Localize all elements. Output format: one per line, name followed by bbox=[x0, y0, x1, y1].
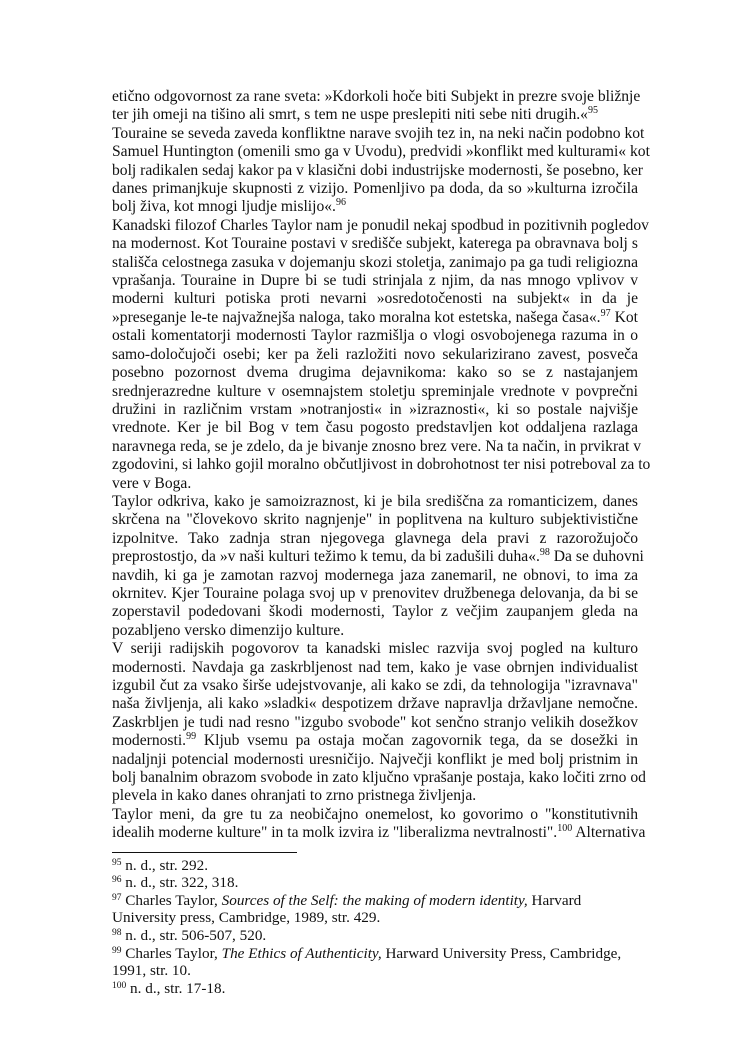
text-line: vprašanja. Touraine in Dupre bi se tudi strinjala z njim, da nas mnogo vplivov v bbox=[112, 272, 638, 290]
footnote-number: 100 bbox=[112, 980, 127, 991]
paragraph bbox=[112, 124, 650, 217]
footnote-99: $^{99}$ Charles Taylor, The Ethics of Authenticity, Harward University Press, Cambridge, 1991, str. 10. bbox=[112, 944, 622, 980]
text-line: srednjerazredne kulture v osemnajstem stoletju spreminjale vrednote v povprečni bbox=[112, 382, 638, 400]
footnote-95: $^{95}$ n. d., str. 292. bbox=[112, 856, 208, 874]
text-line: vrednote. Ker je bil Bog v tem času pogosto predstavljen kot oddaljena razlaga bbox=[112, 419, 638, 437]
text-line: družini in različnim vrstam »notranjosti« in »izraznosti«, ki so postale najvišje bbox=[112, 400, 638, 418]
footnote-97: $^{97}$ Charles Taylor, Sources of the Self: the making of modern identity, Harvard University press, Cambridge, 1989, str. 429. bbox=[112, 891, 582, 927]
footnote-number: 95 bbox=[112, 857, 122, 868]
text-line: bolj živa, kot mnogi ljudje mislijo«.$^{96}$ bbox=[112, 197, 346, 216]
text-line: ter jih omeji na tišino ali smrt, s tem ne uspe preslepiti niti sebe niti drugih.«$^{95}$ bbox=[112, 105, 598, 124]
text-line: zoperstavil podedovani škodi modernosti, Taylor z večjim zaupanjem gleda na bbox=[112, 603, 638, 621]
text-line: vere v Boga. bbox=[112, 474, 192, 492]
text-line: »preseganje le-te najvažnejša naloga, tako moralna kot estetska, našega časa«.$^{97}$ Kot bbox=[112, 307, 638, 326]
text-line: etično odgovornost za rane sveta: »Kdorkoli hoče biti Subjekt in prezre svoje bližnje bbox=[112, 88, 641, 105]
text-line: samo-določujoči osebi; ker pa želi razložiti novo sekularizirano zavest, posveča bbox=[112, 345, 638, 363]
text-line: zgodovini, si lahko gojil moralno občutljivost in dobrohotnost ter nisi potreboval za to bbox=[112, 456, 651, 474]
paragraph bbox=[112, 88, 641, 125]
book-title: The Ethics of Authenticity, bbox=[221, 944, 382, 962]
text-line: na modernost. Kot Touraine postavi v središče subjekt, katerega pa obravnava bolj s bbox=[112, 235, 638, 253]
text-line: danes primanjkuje skupnosti z vizijo. Pomenljivo pa doda, da so »kulturna izročila bbox=[112, 180, 638, 198]
body-text bbox=[112, 88, 651, 843]
text-line: izpolnitve. Tako zadnja stran njegovega glavnega dela pravi z razorožujočo bbox=[112, 529, 638, 547]
footnote-100: $^{100}$ n. d., str. 17-18. bbox=[112, 979, 226, 997]
text-line: Taylor meni, da gre tu za neobičajno onemelost, ko govorimo o "konstitutivnih bbox=[112, 805, 638, 823]
text-line: preprostostjo, da »v naši kulturi težimo k temu, da bi zadušili duha«.$^{98}$ Da se duhovni bbox=[112, 547, 644, 566]
text-line: Taylor odkriva, kako je samoizraznost, ki je bila središčna za romanticizem, danes bbox=[112, 492, 638, 510]
footnote-number: 98 bbox=[112, 928, 122, 939]
paragraph bbox=[112, 216, 651, 493]
text-line: stališča celostnega zasuka v dojemanju skozi stoletja, zanimajo pa ga tudi religiozna bbox=[112, 253, 638, 271]
text-line: pozabljeno versko dimenzijo kulture. bbox=[112, 621, 345, 639]
text-line: plevela in kako danes ohranjati to zrno pristnega življenja. bbox=[112, 787, 477, 805]
text-line: Touraine se seveda zaveda konfliktne narave svojih tez in, na neki način podobno kot bbox=[112, 124, 645, 142]
footnote-reference[interactable]: 95 bbox=[587, 105, 598, 117]
text-line: Kanadski filozof Charles Taylor nam je ponudil nekaj spodbud in pozitivnih pogledov bbox=[112, 216, 649, 234]
text-line: modernosti. Navdaja ga zaskrbljenost nad tem, kako je vase obrnjen individualist bbox=[112, 658, 638, 676]
paragraph bbox=[112, 492, 644, 640]
text-line: skrčena na "človekovo skrito nagnjenje" in poplitvena na kulturo subjektivistične bbox=[112, 511, 638, 529]
text-line: okrnitev. Kjer Touraine polaga svoj up v prenovitev družbenega delovanja, da bi se bbox=[112, 584, 638, 602]
footnote-separator bbox=[112, 852, 297, 853]
text-line: V seriji radijskih pogovorov ta kanadski mislec razvija svoj pogled na kulturo bbox=[112, 640, 638, 658]
text-line: navdih, ki ga je zamotan razvoj modernega jaza zanemaril, ne obnovi, to ima za bbox=[112, 566, 638, 584]
footnotes bbox=[112, 857, 638, 998]
footnote-number: 96 bbox=[112, 875, 122, 886]
text-line: naša življenja, ali kako »sladki« despotizem države napravlja državljane nemočne. bbox=[112, 695, 638, 713]
document-page bbox=[112, 88, 651, 997]
footnote-96: $^{96}$ n. d., str. 322, 318. bbox=[112, 874, 239, 892]
footnote-reference[interactable]: 96 bbox=[335, 197, 346, 209]
footnote-reference[interactable]: 97 bbox=[600, 307, 611, 319]
text-line: nadaljnji potencial modernosti uresničijo. Največji konflikt je med bolj pristnim in bbox=[112, 750, 638, 768]
paragraph bbox=[112, 805, 646, 843]
footnote-reference[interactable]: 100 bbox=[557, 823, 573, 835]
paragraph bbox=[112, 640, 646, 806]
text-line: Samuel Huntington (omenili smo ga v Uvodu), predvidi »konflikt med kulturami« kot bbox=[112, 143, 650, 161]
footnote-number: 97 bbox=[112, 892, 122, 903]
footnote-98: $^{98}$ n. d., str. 506-507, 520. bbox=[112, 927, 267, 945]
footnote-number: 99 bbox=[112, 945, 122, 956]
text-line: ostali komentatorji modernosti Taylor razmišlja o vlogi osvobojenega razuma in o bbox=[112, 327, 638, 345]
text-line: bolj radikalen sedaj kakor pa v klasični dobi industrijske modernosti, še posebno, ker bbox=[112, 161, 643, 179]
text-line: idealih moderne kulture" in ta molk izvira iz "liberalizma nevtralnosti".$^{100}$ Alternativa bbox=[112, 823, 646, 842]
text-line: moderni kulturi potiska proti nevarni »osredotočenosti na subjekt« in da je bbox=[112, 290, 638, 308]
text-line: posebno pozornost dvema drugima dejavnikoma: kako so se z nastajanjem bbox=[112, 364, 638, 382]
book-title: Sources of the Self: the making of modern identity, bbox=[221, 891, 528, 909]
text-line: Zaskrbljen je tudi nad resno "izgubo svobode" kot senčno stranjo velikih dosežkov bbox=[112, 713, 638, 731]
text-line: izgubil čut za vsako širše udejstvovanje, ali kako se zdi, da tehnologija "izravnava" bbox=[112, 677, 638, 694]
text-line: bolj banalnim obrazom svobode in zato ključno vprašanje postaja, kako ločiti zrno od bbox=[112, 769, 646, 787]
text-line: modernosti.$^{99}$ Kljub vsemu pa ostaja močan zagovornik tega, da se dosežki in bbox=[112, 731, 638, 750]
footnote-reference[interactable]: 98 bbox=[539, 547, 550, 559]
text-line: naravnega reda, se je zdelo, da je bivanje znosno brez vere. Na ta način, in prvikrat v bbox=[112, 437, 642, 455]
footnote-reference[interactable]: 99 bbox=[186, 731, 197, 743]
